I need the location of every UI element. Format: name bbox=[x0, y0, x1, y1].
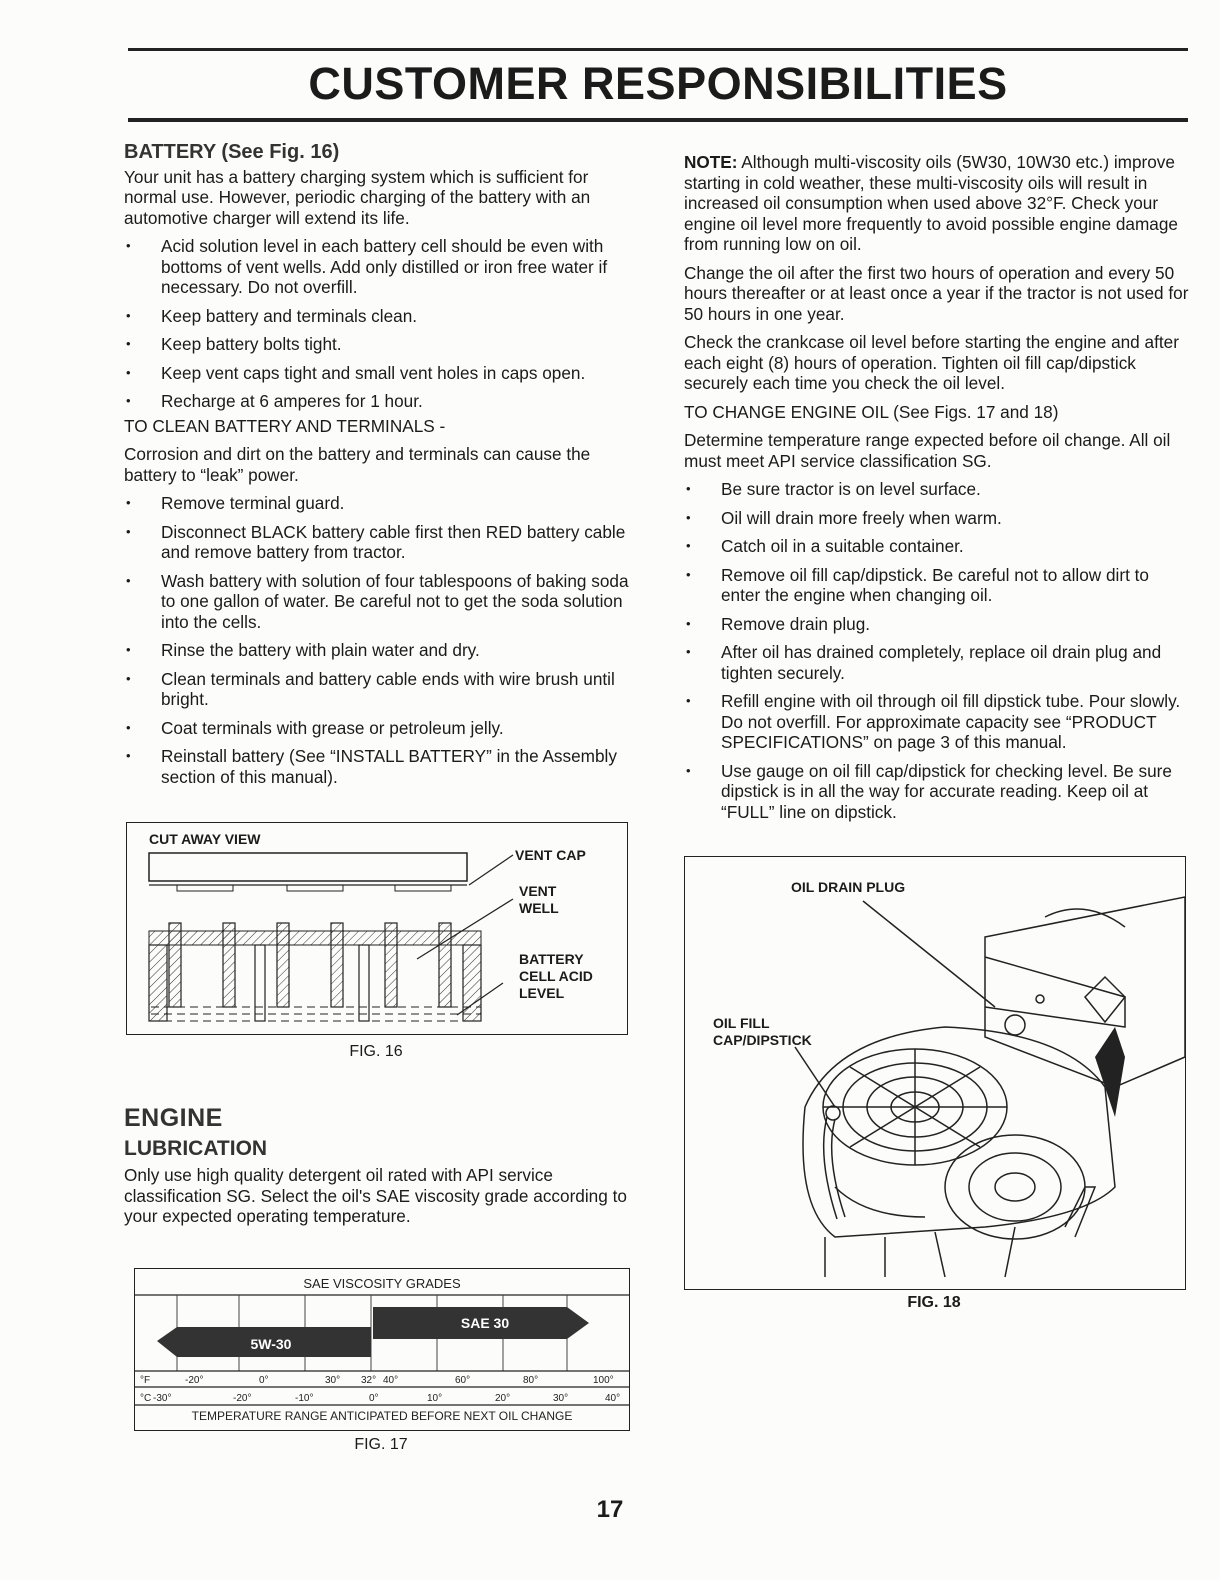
f-tick-label: 100° bbox=[593, 1375, 614, 1386]
c-unit-label: °C bbox=[140, 1393, 152, 1404]
c-tick-label: 0° bbox=[369, 1393, 379, 1404]
engine-section bbox=[124, 1104, 632, 1235]
battery-intro: Your unit has a battery charging system which is sufficient for normal use. However, periodic charging of the battery with an automotive charger will extend its life. bbox=[124, 166, 591, 228]
sae30-label: SAE 30 bbox=[460, 1315, 510, 1331]
list-item: • Acid solution level in each battery cell should be even with bottoms of vent wells. Add only distilled or iron free water if necessary. Do not overfill. bbox=[124, 236, 632, 298]
list-item: • Keep battery bolts tight. bbox=[124, 334, 632, 355]
top-rule bbox=[128, 48, 1188, 51]
left-column bbox=[124, 142, 632, 795]
list-item: • After oil has drained completely, replace oil drain plug and tighten securely. bbox=[684, 642, 1190, 683]
right-column bbox=[684, 152, 1190, 830]
fig17-caption: FIG. 17 bbox=[354, 1436, 408, 1453]
lubrication-text: Only use high quality detergent oil rated with API service classification SG. Select the oil's SAE viscosity grade according to your expected operating temperature. bbox=[124, 1165, 627, 1226]
fig18-box bbox=[684, 856, 1186, 1290]
oil-drain-plug-label: OIL DRAIN PLUG bbox=[791, 879, 906, 895]
note-text: Although multi-viscosity oils (5W30, 10W30 etc.) improve starting in cold weather, these multi-viscosity oils will result in increased oil consumption when used above 32°F. Check your engine oil level more frequently to avoid possible engine damage from running low on oil. bbox=[684, 152, 1178, 254]
list-item: • Remove terminal guard. bbox=[124, 493, 632, 514]
c-tick-label: -30° bbox=[153, 1393, 172, 1404]
c-tick-label: 20° bbox=[495, 1393, 511, 1404]
list-item: • Coat terminals with grease or petroleum jelly. bbox=[124, 718, 632, 739]
oil-bullets bbox=[684, 479, 1190, 822]
list-item: • Disconnect BLACK battery cable first then RED battery cable and remove battery from tractor. bbox=[124, 522, 632, 563]
list-item: • Refill engine with oil through oil fill dipstick tube. Pour slowly. Do not overfill. For approximate capacity see “PRODUCT SPECIFICATIONS” on page 3 of this manual. bbox=[684, 691, 1190, 753]
clean-bullets bbox=[124, 493, 632, 787]
engine-heading: ENGINE bbox=[124, 1104, 223, 1132]
battery-bullets bbox=[124, 236, 632, 412]
vent-cap-label: VENT CAP bbox=[515, 847, 586, 863]
fig17-viscosity-chart bbox=[134, 1268, 630, 1431]
list-item: • Be sure tractor is on level surface. bbox=[684, 479, 1190, 500]
clean-intro: Corrosion and dirt on the battery and terminals can cause the battery to “leak” power. bbox=[124, 444, 591, 485]
oil-determine-text: Determine temperature range expected before oil change. All oil must meet API service classification SG. bbox=[684, 430, 1171, 471]
list-item: • Oil will drain more freely when warm. bbox=[684, 508, 1190, 529]
oil-change-heading: TO CHANGE ENGINE OIL (See Figs. 17 and 18) bbox=[684, 401, 1059, 422]
list-item: • Use gauge on oil fill cap/dipstick for checking level. Be sure dipstick is in all the way for accurate reading. Keep oil at “FULL” line on dipstick. bbox=[684, 761, 1190, 823]
f-tick-label: -20° bbox=[185, 1375, 204, 1386]
acid-label-line3: LEVEL bbox=[519, 985, 565, 1001]
c-tick-label: 30° bbox=[553, 1393, 569, 1404]
fig16-box bbox=[126, 822, 628, 1035]
oil-fill-label-line1: OIL FILL bbox=[713, 1015, 770, 1031]
clean-heading: TO CLEAN BATTERY AND TERMINALS - bbox=[124, 415, 446, 436]
vent-well-label-line1: VENT bbox=[519, 883, 557, 899]
oil-note bbox=[684, 152, 1190, 255]
f-tick-label: 60° bbox=[455, 1375, 471, 1386]
f-tick-label: 80° bbox=[523, 1375, 539, 1386]
list-item: • Wash battery with solution of four tablespoons of baking soda to one gallon of water. Be careful not to get the soda solution into the cells. bbox=[124, 571, 632, 633]
oil-check-text: Check the crankcase oil level before starting the engine and after each eight (8) hours of operation. Tighten oil fill cap/dipstick securely each time you check the oil level. bbox=[684, 332, 1179, 393]
title-underline bbox=[128, 118, 1188, 122]
f-tick-label: 30° bbox=[325, 1375, 341, 1386]
battery-heading: BATTERY (See Fig. 16) bbox=[124, 141, 340, 163]
engine-illustration bbox=[685, 857, 1185, 1289]
f-tick-label: 0° bbox=[259, 1375, 269, 1386]
lubrication-heading: LUBRICATION bbox=[124, 1136, 268, 1160]
list-item: • Keep vent caps tight and small vent holes in caps open. bbox=[124, 363, 632, 384]
viscosity-footer: TEMPERATURE RANGE ANTICIPATED BEFORE NEXT OIL CHANGE bbox=[191, 1409, 573, 1423]
page-title: CUSTOMER RESPONSIBILITIES bbox=[308, 58, 1008, 109]
fig16-caption: FIG. 16 bbox=[349, 1043, 403, 1060]
list-item: • Keep battery and terminals clean. bbox=[124, 306, 632, 327]
list-item: • Catch oil in a suitable container. bbox=[684, 536, 1190, 557]
list-item: • Remove drain plug. bbox=[684, 614, 1190, 635]
page-number: 17 bbox=[596, 1496, 624, 1523]
acid-label-line1: BATTERY bbox=[519, 951, 584, 967]
c-tick-label: -20° bbox=[233, 1393, 252, 1404]
fig18-caption: FIG. 18 bbox=[907, 1294, 961, 1311]
oil-fill-label-line2: CAP/DIPSTICK bbox=[713, 1032, 812, 1048]
list-item: • Clean terminals and battery cable ends with wire brush until bright. bbox=[124, 669, 632, 710]
vent-well-label-line2: WELL bbox=[519, 900, 559, 916]
acid-label-line2: CELL ACID bbox=[519, 968, 593, 984]
fig16-title: CUT AWAY VIEW bbox=[149, 831, 261, 847]
c-tick-label: 40° bbox=[605, 1393, 621, 1404]
note-label: NOTE: bbox=[684, 152, 738, 172]
5w30-label: 5W-30 bbox=[250, 1336, 292, 1352]
list-item: • Rinse the battery with plain water and dry. bbox=[124, 640, 632, 661]
c-tick-label: -10° bbox=[295, 1393, 314, 1404]
viscosity-title: SAE VISCOSITY GRADES bbox=[303, 1276, 461, 1291]
f-tick-label: 40° bbox=[383, 1375, 399, 1386]
list-item: • Recharge at 6 amperes for 1 hour. bbox=[124, 391, 632, 412]
list-item: • Remove oil fill cap/dipstick. Be careful not to allow dirt to enter the engine when changing oil. bbox=[684, 565, 1190, 606]
list-item: • Reinstall battery (See “INSTALL BATTERY” in the Assembly section of this manual). bbox=[124, 746, 632, 787]
viscosity-chart-graphic bbox=[135, 1269, 629, 1430]
f-tick-label: 32° bbox=[361, 1375, 377, 1386]
f-unit-label: °F bbox=[140, 1375, 151, 1386]
oil-change-text: Change the oil after the first two hours of operation and every 50 hours thereafter or at least once a year if the tractor is not used for 50 hours in one year. bbox=[684, 262, 1189, 324]
c-tick-label: 10° bbox=[427, 1393, 443, 1404]
